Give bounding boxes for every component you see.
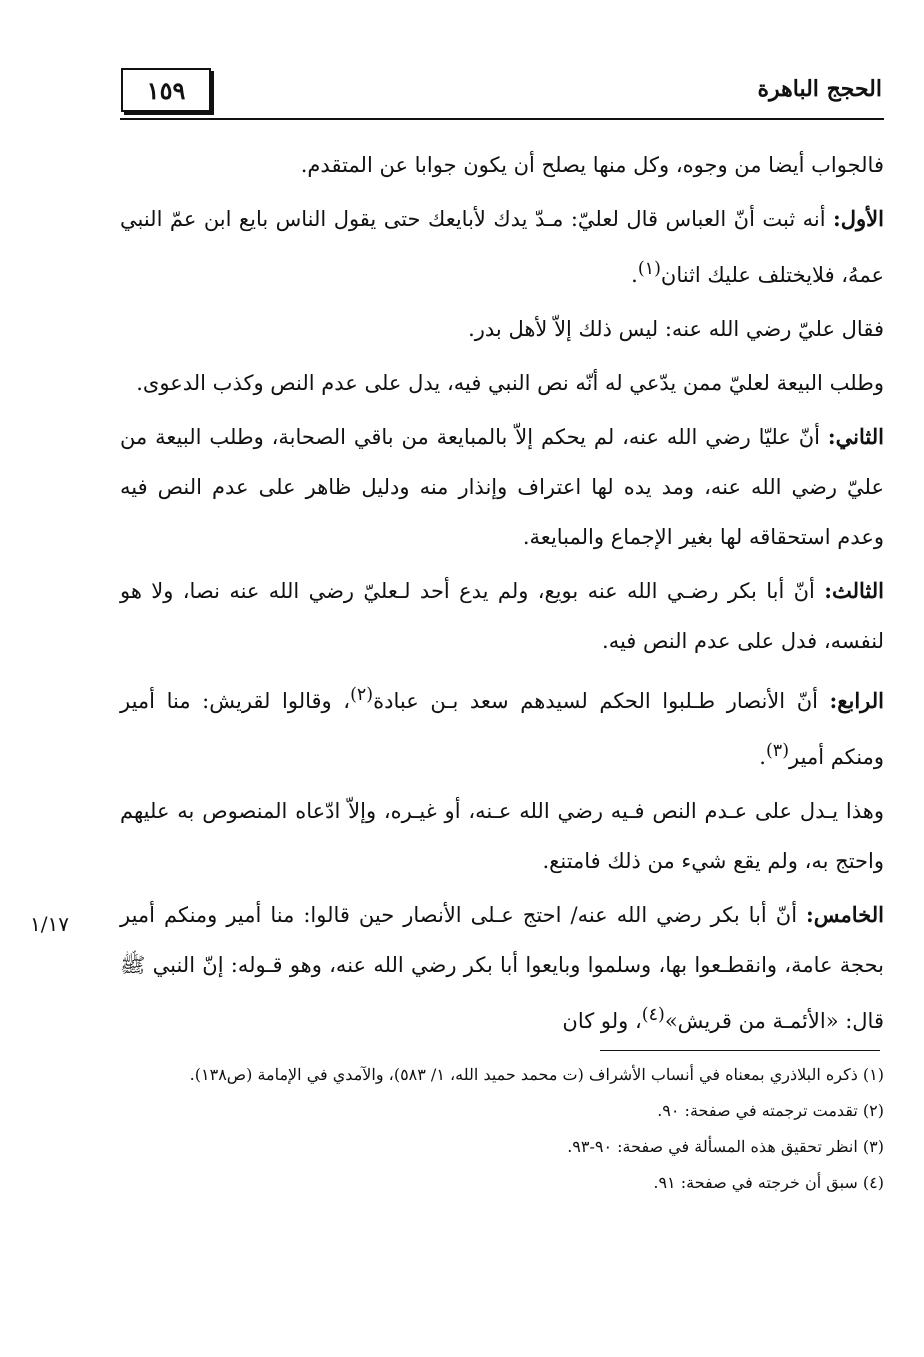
footnote: (١) ذكره البلاذري بمعناه في أنساب الأشراف (ت محمد حميد الله، ١/ ٥٨٣)، والآمدي في الإمامة (ص١٣٨). bbox=[189, 1065, 884, 1084]
footnote: (٢) تقدمت ترجمته في صفحة: ٩٠. bbox=[657, 1101, 884, 1120]
paragraph-1: فالجواب أيضا من وجوه، وكل منها يصلح أن يكون جوابا عن المتقدم. bbox=[300, 153, 884, 177]
page-number: ١٥٩ bbox=[121, 68, 211, 112]
paragraph-4: وطلب البيعة لعليّ ممن يدّعي له أنّه نص النبي فيه، يدل على عدم النص وكذب الدعوى. bbox=[136, 371, 884, 395]
paragraph-second-point: الثاني: أنّ عليّا رضي الله عنه، لم يحكم إلاّ بالمبايعة من باقي الصحابة، وطلب البيعة من عليّ رضي الله عنه، ومد يده لها اعتراف وإنذار منه ودليل ظاهر على عدم النص فيه وعدم استحقاقه لها بغير الإجماع والمبايعة. bbox=[120, 424, 884, 549]
footnotes bbox=[120, 1060, 884, 1204]
footnote: (٣) انظر تحقيق هذه المسألة في صفحة: ٩٠-٩٣. bbox=[567, 1137, 884, 1156]
paragraph-first-point: الأول: أنه ثبت أنّ العباس قال لعليّ: مـدّ يدك لأبايعك حتى يقول الناس بايع ابن عمّ النبي عمهُ، فلايختلف عليك اثنان$^{(١)}$. bbox=[120, 206, 884, 287]
header-rule bbox=[120, 118, 884, 120]
fifth-point-lead: الخامس: bbox=[806, 902, 884, 927]
running-title: الحجج الباهرة bbox=[757, 76, 882, 102]
footnote: (٤) سبق أن خرجته في صفحة: ٩١. bbox=[653, 1173, 884, 1192]
footnote-rule bbox=[600, 1050, 880, 1051]
third-point-lead: الثالث: bbox=[824, 578, 884, 603]
body-text bbox=[120, 140, 884, 1050]
fourth-point-lead: الرابع: bbox=[829, 688, 884, 713]
paragraph-third-point: الثالث: أنّ أبا بكر رضـي الله عنه بويع، ولم يدع أحد لـعليّ رضي الله عنه نصا، ولا هو لنفسه، فدل على عدم النص فيه. bbox=[120, 578, 884, 653]
paragraph-8: وهذا يـدل على عـدم النص فـيه رضي الله عـنه، أو غيـره، وإلاّ ادّعاه المنصوص به عليهم واحتج به، ولم يقع شيء من ذلك فامتنع. bbox=[120, 799, 884, 873]
footnote-ref-3: (٣) bbox=[765, 741, 790, 761]
first-point-lead: الأول: bbox=[833, 206, 884, 231]
paragraph-3: فقال عليّ رضي الله عنه: ليس ذلك إلاّ لأهل بدر. bbox=[468, 317, 884, 341]
footnote-ref-4: (٤) bbox=[641, 1005, 665, 1025]
second-point-lead: الثاني: bbox=[827, 424, 884, 449]
footnote-ref-2: (٢) bbox=[350, 685, 374, 705]
paragraph-fourth-point: الرابع: أنّ الأنصار طـلبوا الحكم لسيدهم سعد بـن عبادة$^{(٢)}$، وقالوا لقريش: منا أمير ومنكم أمير$^{(٣)}$. bbox=[120, 685, 884, 769]
paragraph-fifth-point: الخامس: أنّ أبا بكر رضي الله عنه/ احتج عـلى الأنصار حين قالوا: منا أمير ومنكم أمير بحجة عامة، وانقطـعوا بها، وسلموا وبايعوا أبا بكر رضي الله عنه، وهو قـوله: إنّ النبي ﷺ قال: «الأئمـة من قريش»$^{(٤)}$، ولو كان bbox=[120, 902, 884, 1033]
manuscript-folio-note: ١/١٧ bbox=[30, 912, 69, 936]
footnote-ref-1: (١) bbox=[637, 259, 661, 279]
